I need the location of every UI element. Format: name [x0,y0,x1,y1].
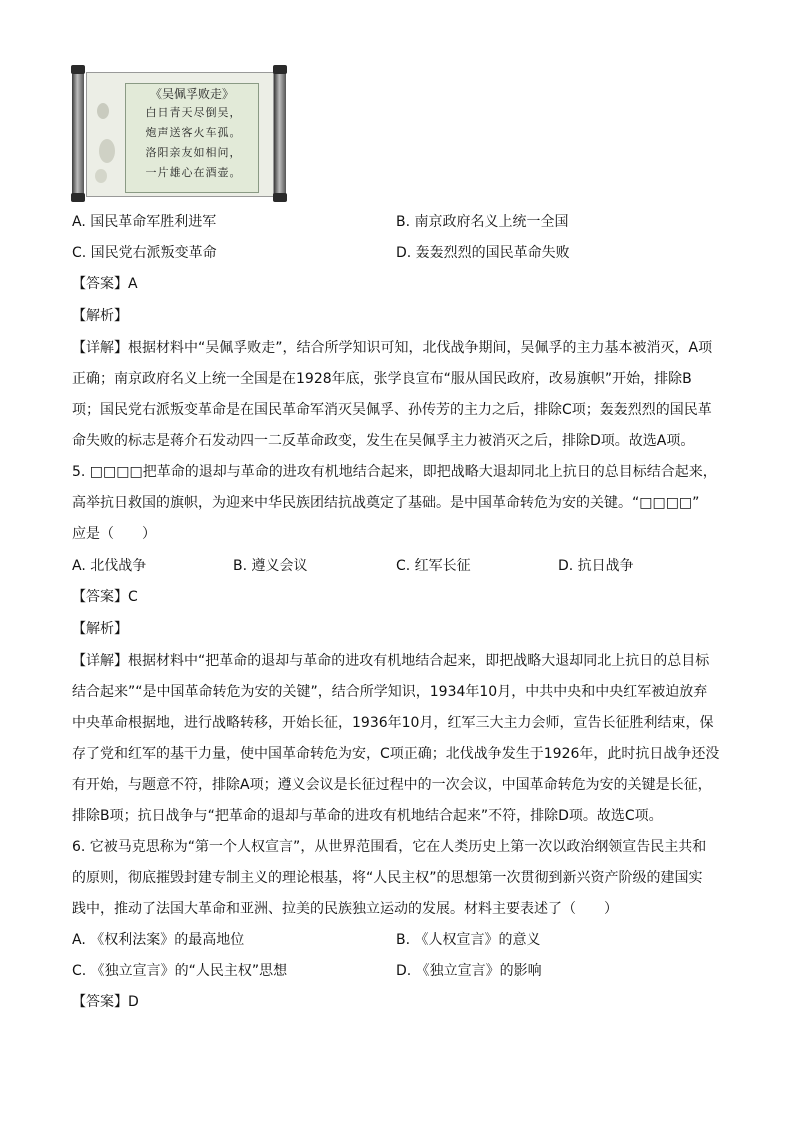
detail-text: 根据材料中“把革命的退却与革命的进攻有机地结合起来，即把战略大退却同北上抗日的总目标 [128,653,710,669]
q6-stem-line: 的原则，彻底摧毁封建专制主义的理论根基，将“人民主权”的思想第一次贯彻到新兴资产阶级的建国实 [72,870,703,886]
q4-option-c: C. 国民党右派叛变革命 [72,245,217,261]
q4-option-d: D. 轰轰烈烈的国民革命失败 [396,245,570,261]
q5-detail-line: 存了党和红军的基干力量，使中国革命转危为安，C项正确；北伐战争发生于1926年，此时抗日战争还没 [72,746,720,762]
q4-analysis-label: 【解析】 [72,308,128,324]
q6-answer [72,992,139,1012]
poem-title: 《吴佩孚败走》 [149,87,234,101]
q4-answer [72,274,138,294]
poem-line: 洛阳亲友如相问， [145,146,242,159]
q6-option-d: D. 《独立宣言》的影响 [396,963,542,979]
q5-stem-line: 高举抗日救国的旗帜，为迎来中华民族团结抗战奠定了基础。是中国革命转危为安的关键。“□□□□” [72,495,700,511]
poem-scroll-image [72,67,286,200]
detail-label: 【详解】 [72,653,128,669]
answer-value: D [128,994,139,1010]
q6-stem-line: 6. 它被马克思称为“第一个人权宣言”，从世界范围看，它在人类历史上第一次以政治纲领宣告民主共和 [72,839,707,855]
q5-option-c: C. 红军长征 [396,558,471,574]
q6-option-b: B. 《人权宣言》的意义 [396,932,541,948]
answer-value: C [128,589,138,605]
q4-detail-line: 正确；南京政府名义上统一全国是在1928年底，张学良宣布“服从国民政府，改易旗帜”开始，排除B [72,371,692,387]
q4-option-b: B. 南京政府名义上统一全国 [396,214,569,230]
q4-detail-line: 项；国民党右派叛变革命是在国民革命军消灭吴佩孚、孙传芳的主力之后，排除C项；轰轰烈烈的国民革 [72,402,712,418]
q5-answer [72,587,138,607]
answer-value: A [128,276,138,292]
q5-detail-line [72,651,709,671]
q4-option-a: A. 国民革命军胜利进军 [72,214,217,230]
figures-illustration [91,81,121,189]
scroll-rod-right [274,67,286,200]
poem-panel [125,83,259,193]
q4-detail-line: 命失败的标志是蒋介石发动四一二反革命政变，发生在吴佩孚主力被消灭之后，排除D项。故选A项。 [72,433,695,449]
q6-option-c: C. 《独立宣言》的“人民主权”思想 [72,963,288,979]
poem-line: 白日青天尽倒吴， [145,106,242,119]
scroll-paper [86,72,274,197]
answer-label: 【答案】 [72,276,128,292]
q5-detail-line: 结合起来”“是中国革命转危为安的关键”，结合所学知识，1934年10月，中共中央和中央红军被迫放弃 [72,684,708,700]
q4-detail-line [72,338,712,358]
q6-option-a: A. 《权利法案》的最高地位 [72,932,245,948]
q5-detail-line: 中央革命根据地，进行战略转移，开始长征，1936年10月，红军三大主力会师，宣告长征胜利结束，保 [72,715,714,731]
q5-stem-line: 5. □□□□把革命的退却与革命的进攻有机地结合起来，即把战略大退却同北上抗日的总目标结合起来， [72,464,717,480]
q5-stem-line: 应是（ ） [72,526,156,542]
scroll-rod-left [72,67,84,200]
q5-detail-line: 有开始，与题意不符，排除A项；遵义会议是长征过程中的一次会议，中国革命转危为安的关键是长征， [72,777,712,793]
q5-detail-line: 排除B项；抗日战争与“把革命的退却与革命的进攻有机地结合起来”不符，排除D项。故选C项。 [72,808,663,824]
answer-label: 【答案】 [72,589,128,605]
q5-option-d: D. 抗日战争 [558,558,634,574]
q5-analysis-label: 【解析】 [72,621,128,637]
poem-line: 炮声送客火车孤。 [145,126,242,139]
q6-stem-line: 践中，推动了法国大革命和亚洲、拉美的民族独立运动的发展。材料主要表述了（ ） [72,901,618,917]
detail-text: 根据材料中“吴佩孚败走”，结合所学知识可知，北伐战争期间，吴佩孚的主力基本被消灭，A项 [128,340,713,356]
detail-label: 【详解】 [72,340,128,356]
answer-label: 【答案】 [72,994,128,1010]
q5-option-b: B. 遵义会议 [233,558,308,574]
poem-line: 一片雄心在酒壶。 [145,166,242,179]
q5-option-a: A. 北伐战争 [72,558,147,574]
